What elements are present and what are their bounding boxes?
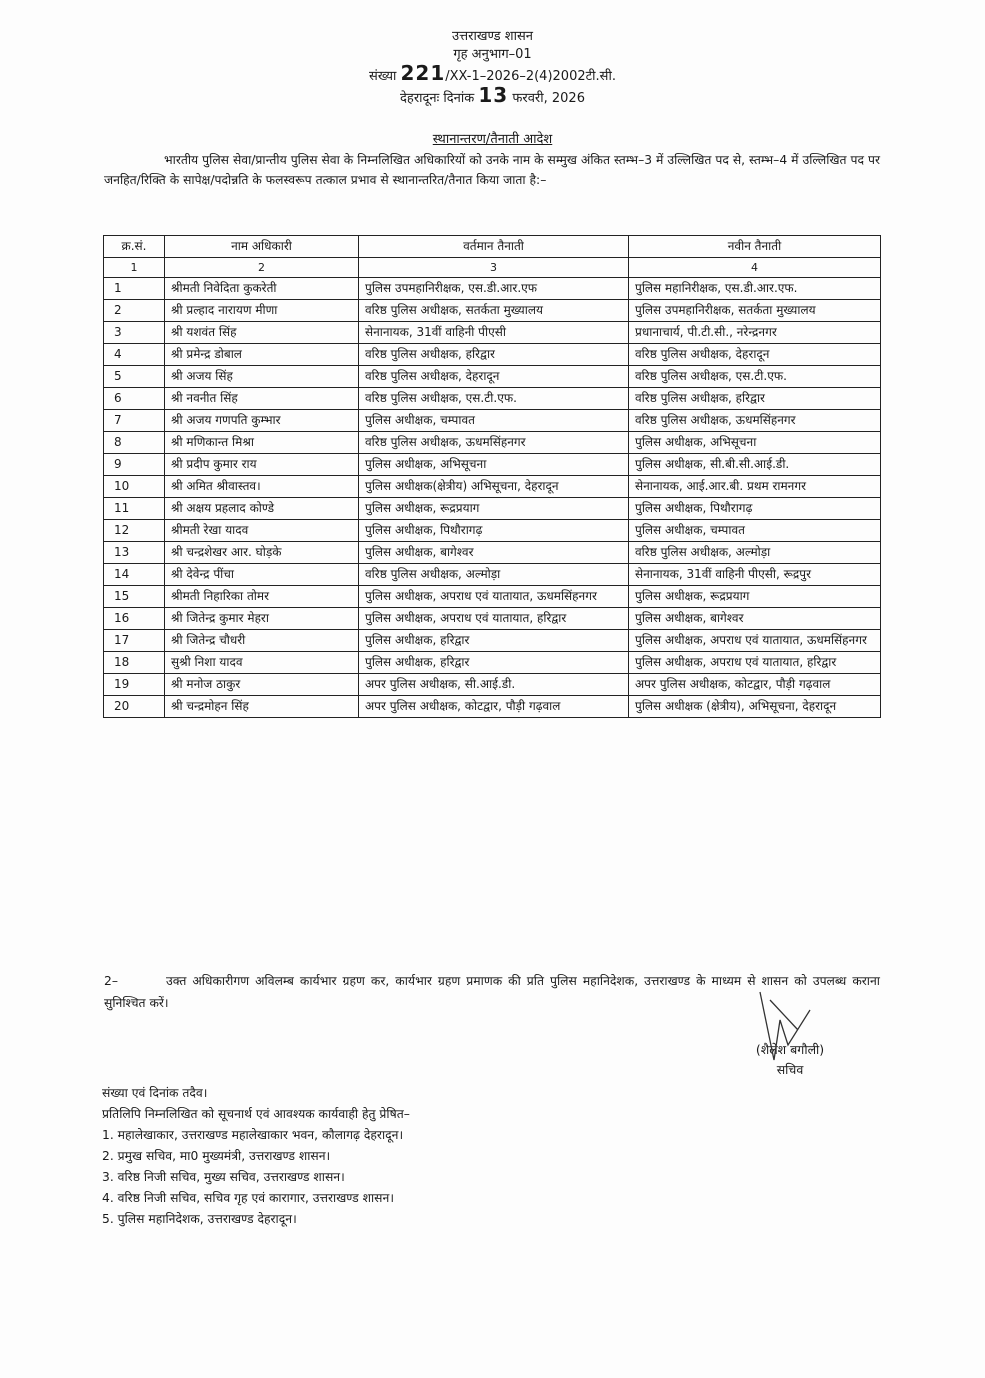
table-row: [104, 652, 881, 674]
current-posting-cell: अपर पुलिस अधीक्षक, कोटद्वार, पौड़ी गढ़वाल: [359, 696, 629, 718]
officer-name-cell: श्री चन्द्रशेखर आर. घोड़के: [165, 542, 359, 564]
new-posting-cell: वरिष्ठ पुलिस अधीक्षक, हरिद्वार: [629, 388, 881, 410]
government-name: उत्तराखण्ड शासन: [452, 29, 533, 44]
table-row: [104, 278, 881, 300]
serial-number-cell: 10: [104, 476, 165, 498]
order-date-suffix: फरवरी, 2026: [512, 91, 585, 106]
new-posting-cell: अपर पुलिस अधीक्षक, कोटद्वार, पौड़ी गढ़वाल: [629, 674, 881, 696]
officer-name-cell: श्री जितेन्द्र चौधरी: [165, 630, 359, 652]
paragraph-2-text: उक्त अधिकारीगण अविलम्ब कार्यभार ग्रहण कर, कार्यभार ग्रहण प्रमाणक की प्रति पुलिस महानिदेशक, उत्तराखण्ड के माध्यम से शासन को उपलब्ध कराना सुनिश्चित करें।: [104, 974, 880, 1010]
handwritten-signature-icon: [740, 990, 840, 1070]
officer-name-cell: श्री प्रदीप कुमार राय: [165, 454, 359, 476]
officer-name-cell: श्री चन्द्रमोहन सिंह: [165, 696, 359, 718]
serial-number-cell: 16: [104, 608, 165, 630]
serial-number-cell: 18: [104, 652, 165, 674]
header-serial: क्र.सं.: [104, 236, 165, 258]
new-posting-cell: प्रधानाचार्य, पी.टी.सी., नरेन्द्रनगर: [629, 322, 881, 344]
current-posting-cell: पुलिस अधीक्षक, रूद्रप्रयाग: [359, 498, 629, 520]
new-posting-cell: पुलिस अधीक्षक, अभिसूचना: [629, 432, 881, 454]
table-row: [104, 322, 881, 344]
officer-name-cell: श्री अमित श्रीवास्तव।: [165, 476, 359, 498]
order-date-handwritten: 13: [478, 83, 509, 107]
officer-name-cell: श्री अजय सिंह: [165, 366, 359, 388]
table-row: [104, 388, 881, 410]
current-posting-cell: पुलिस अधीक्षक, अभिसूचना: [359, 454, 629, 476]
current-posting-cell: पुलिस अधीक्षक, पिथौरागढ़: [359, 520, 629, 542]
table-row: [104, 476, 881, 498]
header-current-posting: वर्तमान तैनाती: [359, 236, 629, 258]
table-row: [104, 586, 881, 608]
serial-number-cell: 3: [104, 322, 165, 344]
current-posting-cell: वरिष्ठ पुलिस अधीक्षक, अल्मोड़ा: [359, 564, 629, 586]
signatory-name: (शैलेश बगौली): [755, 1042, 825, 1057]
current-posting-cell: पुलिस अधीक्षक, हरिद्वार: [359, 652, 629, 674]
serial-number-cell: 1: [104, 278, 165, 300]
column-number: 2: [165, 258, 359, 278]
transfer-table: [103, 235, 881, 718]
new-posting-cell: वरिष्ठ पुलिस अधीक्षक, एस.टी.एफ.: [629, 366, 881, 388]
current-posting-cell: पुलिस अधीक्षक, बागेश्वर: [359, 542, 629, 564]
table-row: [104, 608, 881, 630]
serial-number-cell: 4: [104, 344, 165, 366]
current-posting-cell: पुलिस अधीक्षक, चम्पावत: [359, 410, 629, 432]
order-date: [0, 83, 985, 108]
officer-name-cell: श्री जितेन्द्र कुमार मेहरा: [165, 608, 359, 630]
column-number: 3: [359, 258, 629, 278]
serial-number-cell: 5: [104, 366, 165, 388]
current-posting-cell: वरिष्ठ पुलिस अधीक्षक, ऊधमसिंहनगर: [359, 432, 629, 454]
serial-number-cell: 8: [104, 432, 165, 454]
table-column-number-row: [104, 258, 881, 278]
current-posting-cell: वरिष्ठ पुलिस अधीक्षक, देहरादून: [359, 366, 629, 388]
copy-recipient: 1. महालेखाकार, उत्तराखण्ड महालेखाकार भवन, कौलागढ़ देहरादून।: [102, 1128, 404, 1142]
order-title: स्थानान्तरण/तैनाती आदेश: [432, 132, 553, 147]
serial-number-cell: 15: [104, 586, 165, 608]
current-posting-cell: पुलिस अधीक्षक, अपराध एवं यातायात, हरिद्वार: [359, 608, 629, 630]
table-row: [104, 630, 881, 652]
department-name: गृह अनुभाग–01: [453, 47, 532, 62]
new-posting-cell: पुलिस अधीक्षक, बागेश्वर: [629, 608, 881, 630]
current-posting-cell: पुलिस अधीक्षक(क्षेत्रीय) अभिसूचना, देहरादून: [359, 476, 629, 498]
current-posting-cell: सेनानायक, 31वीं वाहिनी पीएसी: [359, 322, 629, 344]
serial-number-cell: 6: [104, 388, 165, 410]
serial-number-cell: 12: [104, 520, 165, 542]
table-row: [104, 410, 881, 432]
officer-name-cell: श्री प्रमेन्द्र डोबाल: [165, 344, 359, 366]
serial-number-cell: 7: [104, 410, 165, 432]
current-posting-cell: पुलिस अधीक्षक, अपराध एवं यातायात, ऊधमसिंहनगर: [359, 586, 629, 608]
table-row: [104, 542, 881, 564]
new-posting-cell: वरिष्ठ पुलिस अधीक्षक, अल्मोड़ा: [629, 542, 881, 564]
new-posting-cell: पुलिस अधीक्षक (क्षेत्रीय), अभिसूचना, देहरादून: [629, 696, 881, 718]
serial-number-cell: 20: [104, 696, 165, 718]
order-number-prefix: संख्या: [369, 69, 397, 84]
table-row: [104, 432, 881, 454]
copy-recipient: 5. पुलिस महानिदेशक, उत्तराखण्ड देहरादून।: [102, 1212, 297, 1226]
officer-name-cell: श्री मनोज ठाकुर: [165, 674, 359, 696]
new-posting-cell: पुलिस अधीक्षक, चम्पावत: [629, 520, 881, 542]
table-row: [104, 564, 881, 586]
new-posting-cell: पुलिस उपमहानिरीक्षक, सतर्कता मुख्यालय: [629, 300, 881, 322]
current-posting-cell: अपर पुलिस अधीक्षक, सी.आई.डी.: [359, 674, 629, 696]
serial-number-cell: 11: [104, 498, 165, 520]
current-posting-cell: वरिष्ठ पुलिस अधीक्षक, सतर्कता मुख्यालय: [359, 300, 629, 322]
officer-name-cell: श्री मणिकान्त मिश्रा: [165, 432, 359, 454]
current-posting-cell: वरिष्ठ पुलिस अधीक्षक, एस.टी.एफ.: [359, 388, 629, 410]
current-posting-cell: वरिष्ठ पुलिस अधीक्षक, हरिद्वार: [359, 344, 629, 366]
serial-number-cell: 9: [104, 454, 165, 476]
new-posting-cell: पुलिस अधीक्षक, अपराध एवं यातायात, हरिद्वार: [629, 652, 881, 674]
signatory-designation: सचिव: [776, 1062, 804, 1077]
officer-name-cell: श्री नवनीत सिंह: [165, 388, 359, 410]
serial-number-cell: 17: [104, 630, 165, 652]
table-row: [104, 520, 881, 542]
officer-name-cell: सुश्री निशा यादव: [165, 652, 359, 674]
current-posting-cell: पुलिस अधीक्षक, हरिद्वार: [359, 630, 629, 652]
intro-paragraph: भारतीय पुलिस सेवा/प्रान्तीय पुलिस सेवा के निम्नलिखित अधिकारियों को उनके नाम के सम्मुख अंकित स्तम्भ–3 में उल्लिखित पद से, स्तम्भ–4 में उल्लिखित पद पर जनहित/रिक्ति के सापेक्ष/पदोन्नति के फलस्वरूप तत्काल प्रभाव से स्थानान्तरित/तैनात किया जाता है:–: [104, 153, 880, 187]
table-row: [104, 498, 881, 520]
officer-name-cell: श्री अजय गणपति कुम्भार: [165, 410, 359, 432]
new-posting-cell: पुलिस अधीक्षक, सी.बी.सी.आई.डी.: [629, 454, 881, 476]
officer-name-cell: श्री देवेन्द्र पींचा: [165, 564, 359, 586]
new-posting-cell: वरिष्ठ पुलिस अधीक्षक, ऊधमसिंहनगर: [629, 410, 881, 432]
copy-to-section: [102, 1083, 622, 1230]
table-row: [104, 300, 881, 322]
new-posting-cell: पुलिस अधीक्षक, पिथौरागढ़: [629, 498, 881, 520]
officer-name-cell: श्रीमती निहारिका तोमर: [165, 586, 359, 608]
order-date-prefix: देहरादूनः दिनांक: [400, 91, 475, 106]
order-number-suffix: /XX-1–2026–2(4)2002टी.सी.: [445, 69, 616, 84]
copy-reference: संख्या एवं दिनांक तदैव।: [102, 1086, 208, 1100]
table-row: [104, 674, 881, 696]
serial-number-cell: 19: [104, 674, 165, 696]
officer-name-cell: श्रीमती रेखा यादव: [165, 520, 359, 542]
table-row: [104, 696, 881, 718]
officer-name-cell: श्री अक्षय प्रहलाद कोण्डे: [165, 498, 359, 520]
letterhead: [0, 28, 985, 108]
table-row: [104, 366, 881, 388]
header-name: नाम अधिकारी: [165, 236, 359, 258]
new-posting-cell: पुलिस अधीक्षक, अपराध एवं यातायात, ऊधमसिंहनगर: [629, 630, 881, 652]
copy-recipient: 4. वरिष्ठ निजी सचिव, सचिव गृह एवं कारागार, उत्तराखण्ड शासन।: [102, 1191, 394, 1205]
column-number: 1: [104, 258, 165, 278]
column-number: 4: [629, 258, 881, 278]
table-header-row: [104, 236, 881, 258]
new-posting-cell: पुलिस महानिरीक्षक, एस.डी.आर.एफ.: [629, 278, 881, 300]
officer-name-cell: श्री यशवंत सिंह: [165, 322, 359, 344]
header-new-posting: नवीन तैनाती: [629, 236, 881, 258]
new-posting-cell: सेनानायक, 31वीं वाहिनी पीएसी, रूद्रपुर: [629, 564, 881, 586]
current-posting-cell: पुलिस उपमहानिरीक्षक, एस.डी.आर.एफ: [359, 278, 629, 300]
new-posting-cell: वरिष्ठ पुलिस अधीक्षक, देहरादून: [629, 344, 881, 366]
copy-recipient: 2. प्रमुख सचिव, मा0 मुख्यमंत्री, उत्तराखण्ड शासन।: [102, 1149, 331, 1163]
signature-block: [720, 1040, 860, 1080]
new-posting-cell: पुलिस अधीक्षक, रूद्रप्रयाग: [629, 586, 881, 608]
order-number-handwritten: 221: [400, 61, 446, 85]
paragraph-2-number: 2–: [104, 974, 118, 988]
officer-name-cell: श्रीमती निवेदिता कुकरेती: [165, 278, 359, 300]
serial-number-cell: 14: [104, 564, 165, 586]
serial-number-cell: 2: [104, 300, 165, 322]
serial-number-cell: 13: [104, 542, 165, 564]
table-row: [104, 454, 881, 476]
table-row: [104, 344, 881, 366]
new-posting-cell: सेनानायक, आई.आर.बी. प्रथम रामनगर: [629, 476, 881, 498]
officer-name-cell: श्री प्रल्हाद नारायण मीणा: [165, 300, 359, 322]
copy-recipient: 3. वरिष्ठ निजी सचिव, मुख्य सचिव, उत्तराखण्ड शासन।: [102, 1170, 345, 1184]
copy-intro: प्रतिलिपि निम्नलिखित को सूचनार्थ एवं आवश्यक कार्यवाही हेतु प्रेषित–: [102, 1107, 410, 1121]
